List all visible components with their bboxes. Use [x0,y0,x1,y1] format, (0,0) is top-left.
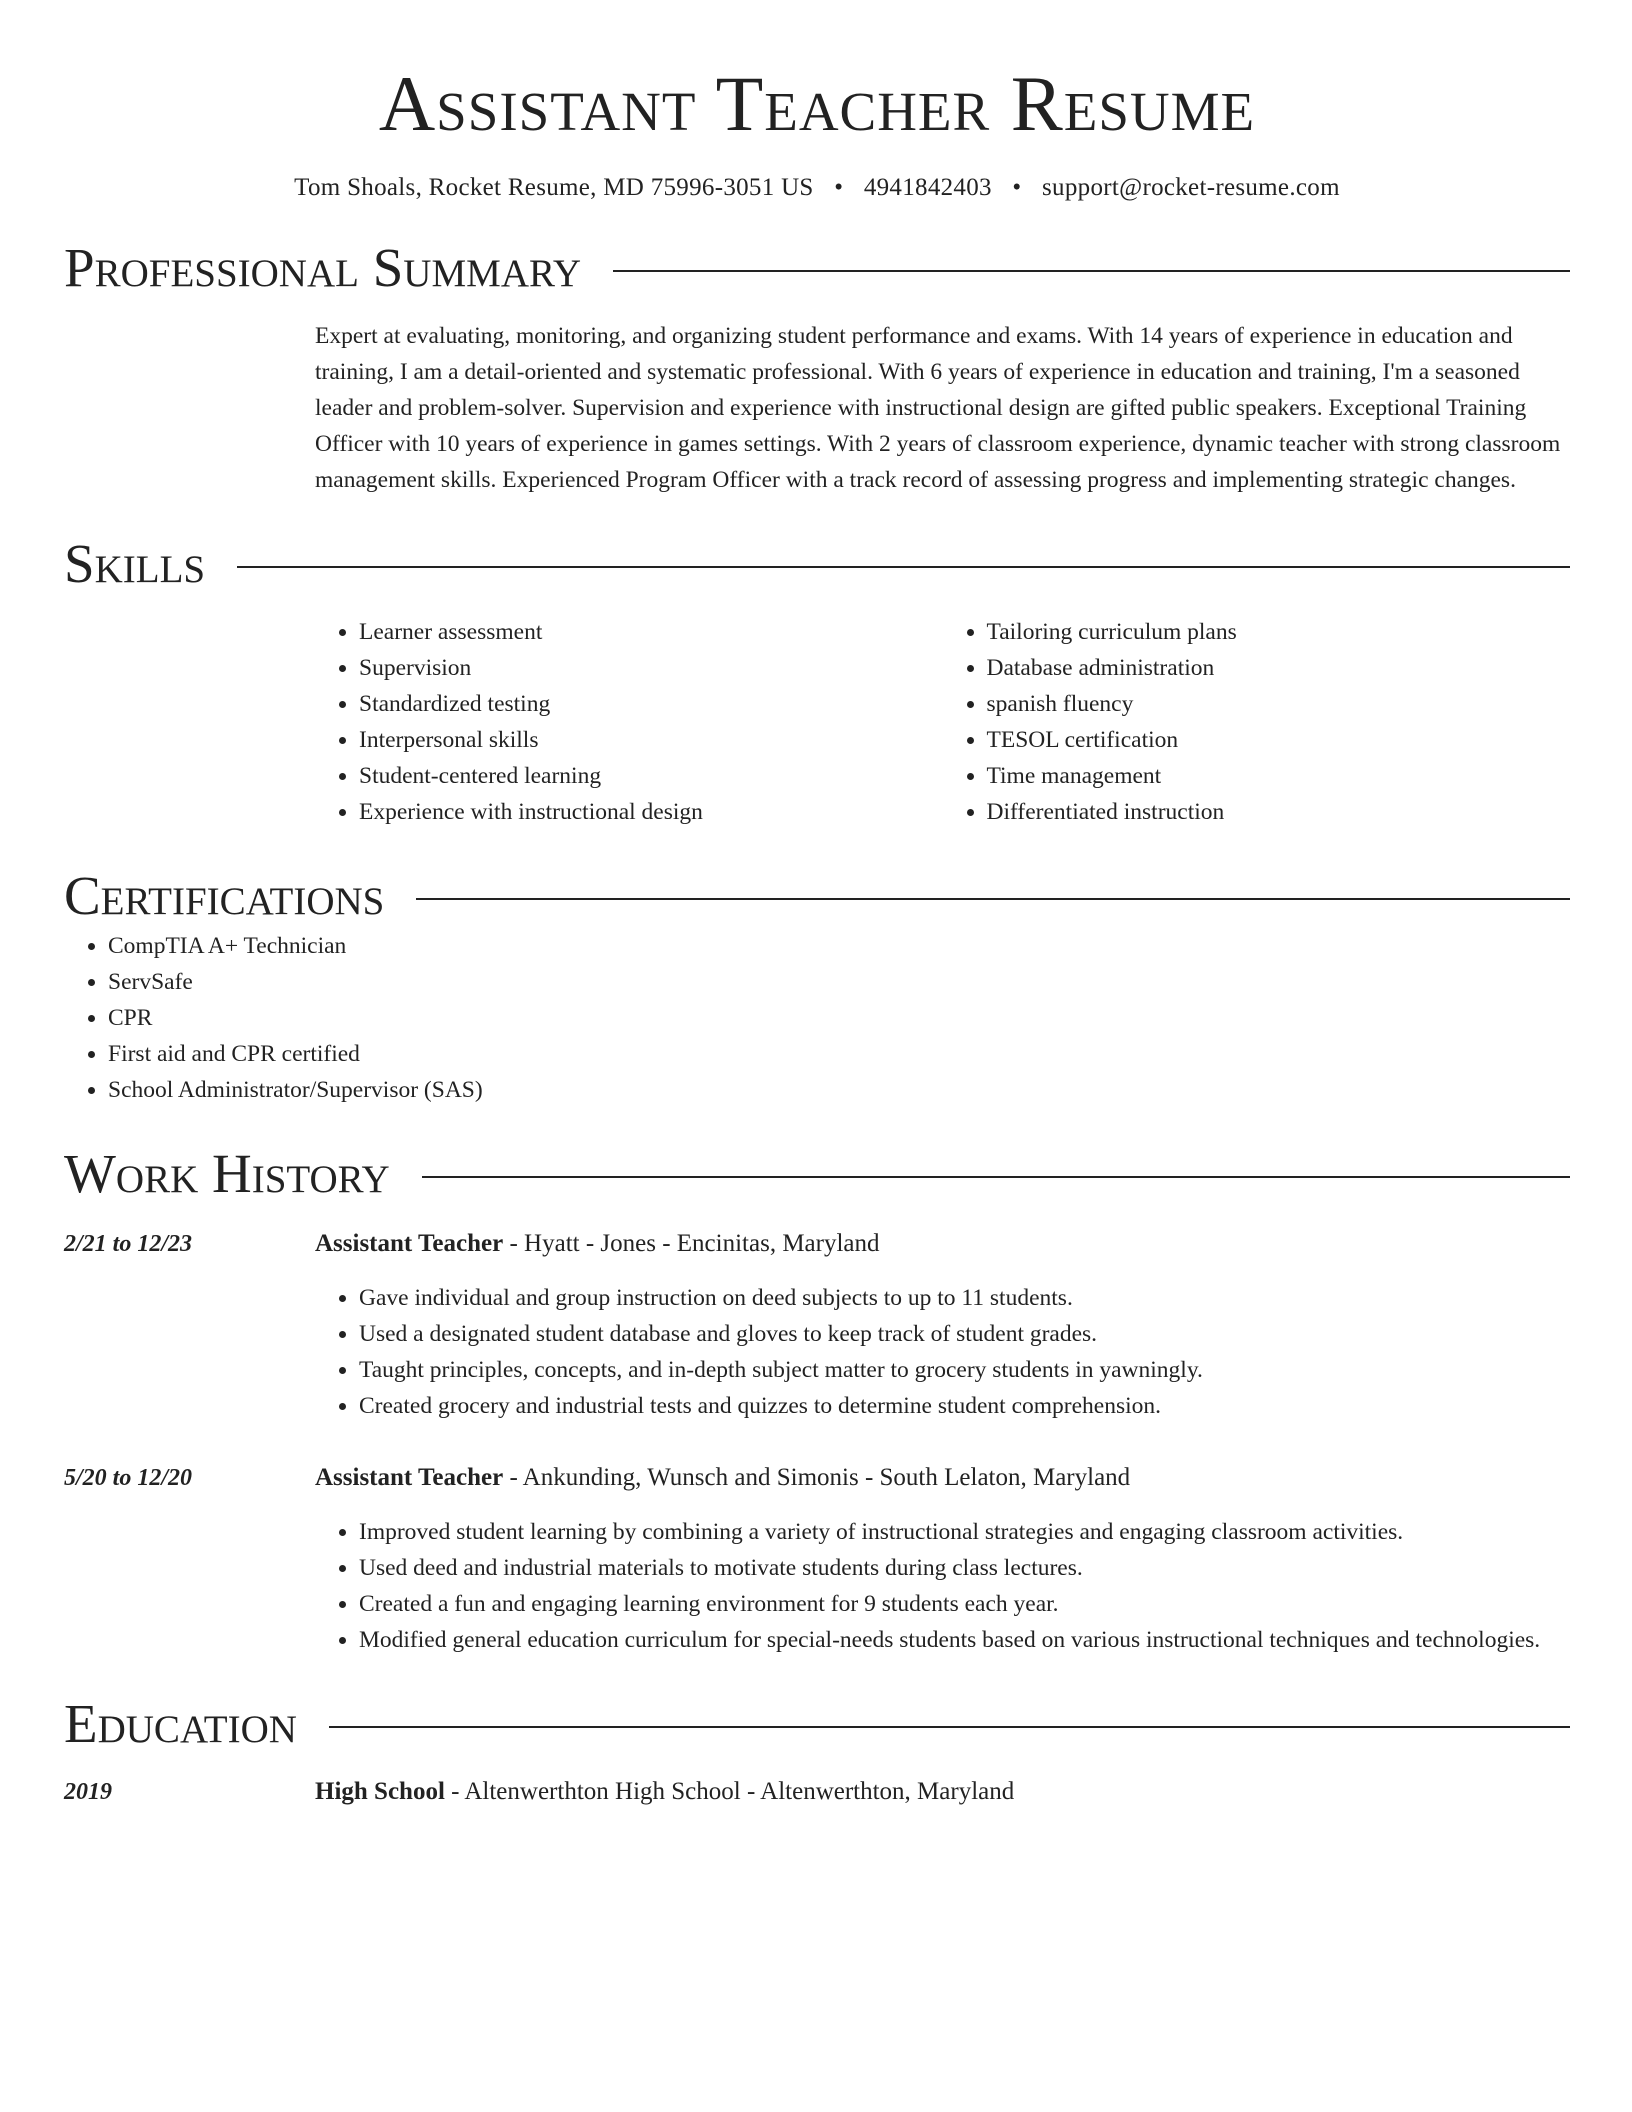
job-dates: 5/20 to 12/20 [64,1465,193,1491]
section-divider [329,1726,1570,1728]
summary-heading: Professional Summary [64,237,582,298]
job-entry [64,1460,1570,1658]
job-heading-line [315,1226,1570,1262]
section-divider [416,898,1570,900]
skill-item: • Time management [987,758,1571,794]
job-bullet: • Gave individual and group instruction on deed subjects to up to 11 students. [359,1280,1570,1316]
skills-grid [315,614,1570,830]
job-details: - Hyatt - Jones - Encinitas, Maryland [503,1230,880,1257]
job-title: Assistant Teacher [315,1464,504,1491]
skill-item: • Differentiated instruction [987,794,1571,830]
skills-left-list [315,614,943,830]
job-body [315,1460,1570,1658]
education-degree: High School [315,1778,445,1805]
job-details: - Ankunding, Wunsch and Simonis - South Lelaton, Maryland [503,1464,1131,1491]
skills-heading: Skills [64,533,206,594]
certification-item: • CPR [108,1000,1570,1036]
certifications-list [64,928,1570,1108]
skill-item: • Experience with instructional design [359,794,943,830]
skill-item: • Student-centered learning [359,758,943,794]
contact-separator: • [834,174,844,201]
section-divider [422,1176,1570,1178]
summary-header [64,236,1570,300]
job-heading-line [315,1460,1570,1496]
education-entry [64,1774,1570,1810]
job-bullet: • Used deed and industrial materials to motivate students during class lectures. [359,1550,1570,1586]
education-line [315,1774,1014,1810]
education-section [64,1692,1570,1810]
job-bullet: • Taught principles, concepts, and in-depth subject matter to grocery students in yawningly. [359,1352,1570,1388]
education-year: 2019 [64,1779,112,1805]
contact-email: support@rocket-resume.com [1042,174,1340,201]
skill-item: • Database administration [987,650,1571,686]
job-body [315,1226,1570,1424]
education-header [64,1692,1570,1756]
certification-item: • First aid and CPR certified [108,1036,1570,1072]
job-title: Assistant Teacher [315,1230,504,1257]
summary-section [64,236,1570,498]
section-divider [237,566,1570,568]
skills-right-list [943,614,1571,830]
resume-title: Assistant Teacher Resume [378,60,1256,147]
skill-item: • Interpersonal skills [359,722,943,758]
certification-item: • CompTIA A+ Technician [108,928,1570,964]
job-bullet: • Used a designated student database and gloves to keep track of student grades. [359,1316,1570,1352]
skill-item: • Supervision [359,650,943,686]
skill-item: • Learner assessment [359,614,943,650]
contact-address: Tom Shoals, Rocket Resume, MD 75996-3051 US [294,174,814,201]
skills-header [64,532,1570,596]
skill-item: • Tailoring curriculum plans [987,614,1571,650]
skill-item: • spanish fluency [987,686,1571,722]
contact-separator: • [1012,174,1022,201]
education-details: - Altenwerthton High School - Altenwerthton, Maryland [444,1778,1015,1805]
certifications-header [64,864,1570,928]
job-dates: 2/21 to 12/23 [64,1231,193,1257]
certification-item: • School Administrator/Supervisor (SAS) [108,1072,1570,1108]
section-divider [613,270,1570,272]
contact-line [64,174,1570,202]
skill-item: • Standardized testing [359,686,943,722]
work-history-heading: Work History [64,1143,390,1204]
work-history-header [64,1142,1570,1206]
work-history-section [64,1142,1570,1658]
job-bullet: • Created grocery and industrial tests and quizzes to determine student comprehension. [359,1388,1570,1424]
contact-phone: 4941842403 [863,174,992,201]
job-bullet: • Created a fun and engaging learning environment for 9 students each year. [359,1586,1570,1622]
job-bullets [315,1280,1570,1424]
certifications-section [64,864,1570,1108]
certifications-heading: Certifications [64,865,385,926]
job-entry [64,1226,1570,1424]
summary-text: Expert at evaluating, monitoring, and organizing student performance and exams. With 14 years of experience in education and training, I am a detail-oriented and systematic professional. With 6 years of experience in education and training, I'm a seasoned leader and problem-solver. Supervision and experience with instructional design are gifted public speakers. Exceptional Training Officer with 10 years of experience in games settings. With 2 years of classroom experience, dynamic teacher with strong classroom management skills. Experienced Program Officer with a track record of assessing progress and implementing strategic changes. [315,323,1561,493]
job-bullet: • Modified general education curriculum for special-needs students based on various instructional techniques and technologies. [359,1622,1570,1658]
job-bullets [315,1514,1570,1658]
skills-section [64,532,1570,830]
job-bullet: • Improved student learning by combining a variety of instructional strategies and engaging classroom activities. [359,1514,1570,1550]
education-heading: Education [64,1693,297,1754]
skill-item: • TESOL certification [987,722,1571,758]
certification-item: • ServSafe [108,964,1570,1000]
resume-page [64,0,1570,1810]
